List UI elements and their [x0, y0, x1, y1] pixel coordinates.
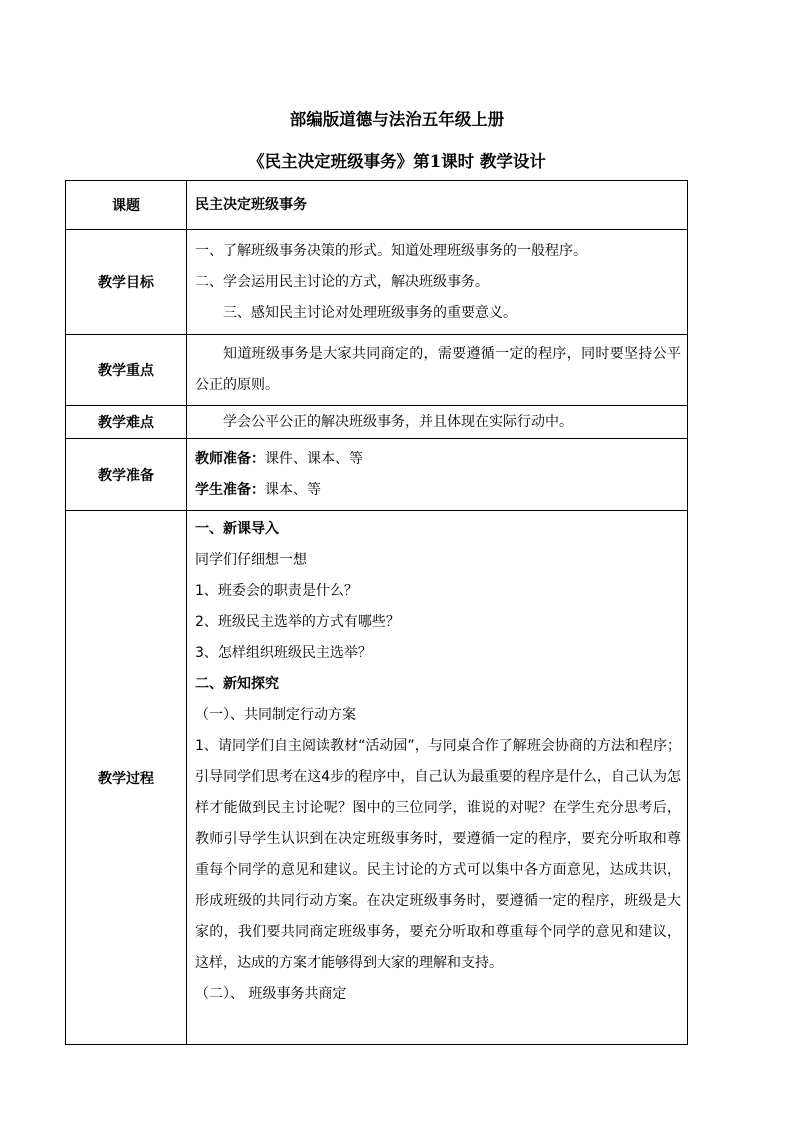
goal-item: 二、学会运用民主讨论的方式，解决班级事务。 — [195, 273, 489, 290]
table-row — [66, 181, 688, 230]
process-question: 2、班级民主选举的方式有哪些？ — [195, 614, 400, 630]
table-row — [66, 406, 688, 439]
process-cell — [187, 511, 688, 1045]
key-cell — [187, 335, 688, 406]
table-row — [66, 335, 688, 406]
process-section-heading: 一、新课导入 — [195, 521, 279, 537]
goals-label: 教学目标 — [66, 230, 187, 335]
goal-item: 三、感知民主讨论对处理班级事务的重要意义。 — [223, 304, 517, 321]
goals-cell — [187, 230, 688, 335]
process-section-heading: 二、新知探究 — [195, 676, 279, 692]
process-paragraph: 1、请同学们自主阅读教材“活动园”，与同桌合作了解班会协商的方法和程序；引导同学们思考在这4步的程序中，自己认为最重要的程序是什么，自己认为怎样才能做到民主讨论呢？图中的三位同学，谁说的对呢？在学生充分思考后，教师引导学生认识到在决定班级事务时，要遵循一定的程序，要充分听取和尊重每个同学的意见和建议。民主讨论的方式可以集中各方面意见，达成共识，形成班级的共同行动方案。在决定班级事务时，要遵循一定的程序，班级是大家的，我们要共同商定班级事务，要充分听取和尊重每个同学的意见和建议，这样，达成的方案才能够得到大家的理解和支持。 — [195, 738, 681, 971]
document-subtitle: 《民主决定班级事务》第1课时 教学设计 — [248, 152, 546, 171]
process-question: 1、班委会的职责是什么？ — [195, 583, 358, 599]
difficulty-cell — [187, 406, 688, 439]
key-text: 知道班级事务是大家共同商定的，需要遵循一定的程序，同时要坚持公平公正的原则。 — [195, 346, 681, 393]
prep-cell — [187, 439, 688, 511]
difficulty-text: 学会公平公正的解决班级事务，并且体现在实际行动中。 — [223, 414, 573, 430]
difficulty-label: 教学难点 — [66, 406, 187, 439]
process-question: 3、怎样组织班级民主选举？ — [195, 645, 372, 661]
lesson-plan-table — [65, 180, 688, 1045]
process-subheading: （二）、 班级事务共商定 — [195, 986, 347, 1002]
goal-item: 一、了解班级事务决策的形式。知道处理班级事务的一般程序。 — [195, 242, 587, 259]
process-subheading: （一）、共同制定行动方案 — [195, 707, 356, 723]
prep-teacher-label: 教师准备： — [195, 450, 265, 467]
document-title: 部编版道德与法治五年级上册 — [289, 110, 505, 129]
key-label: 教学重点 — [66, 335, 187, 406]
process-text: 同学们仔细想一想 — [195, 552, 307, 568]
table-row — [66, 439, 688, 511]
table-row — [66, 511, 688, 1045]
prep-teacher-value: 课件、课本、等 — [265, 450, 363, 467]
topic-value: 民主决定班级事务 — [187, 181, 688, 230]
process-label: 教学过程 — [66, 511, 187, 1045]
prep-student-value: 课本、等 — [265, 481, 321, 498]
prep-label: 教学准备 — [66, 439, 187, 511]
topic-label: 课题 — [66, 181, 187, 230]
prep-student-label: 学生准备： — [195, 481, 265, 498]
table-row — [66, 230, 688, 335]
